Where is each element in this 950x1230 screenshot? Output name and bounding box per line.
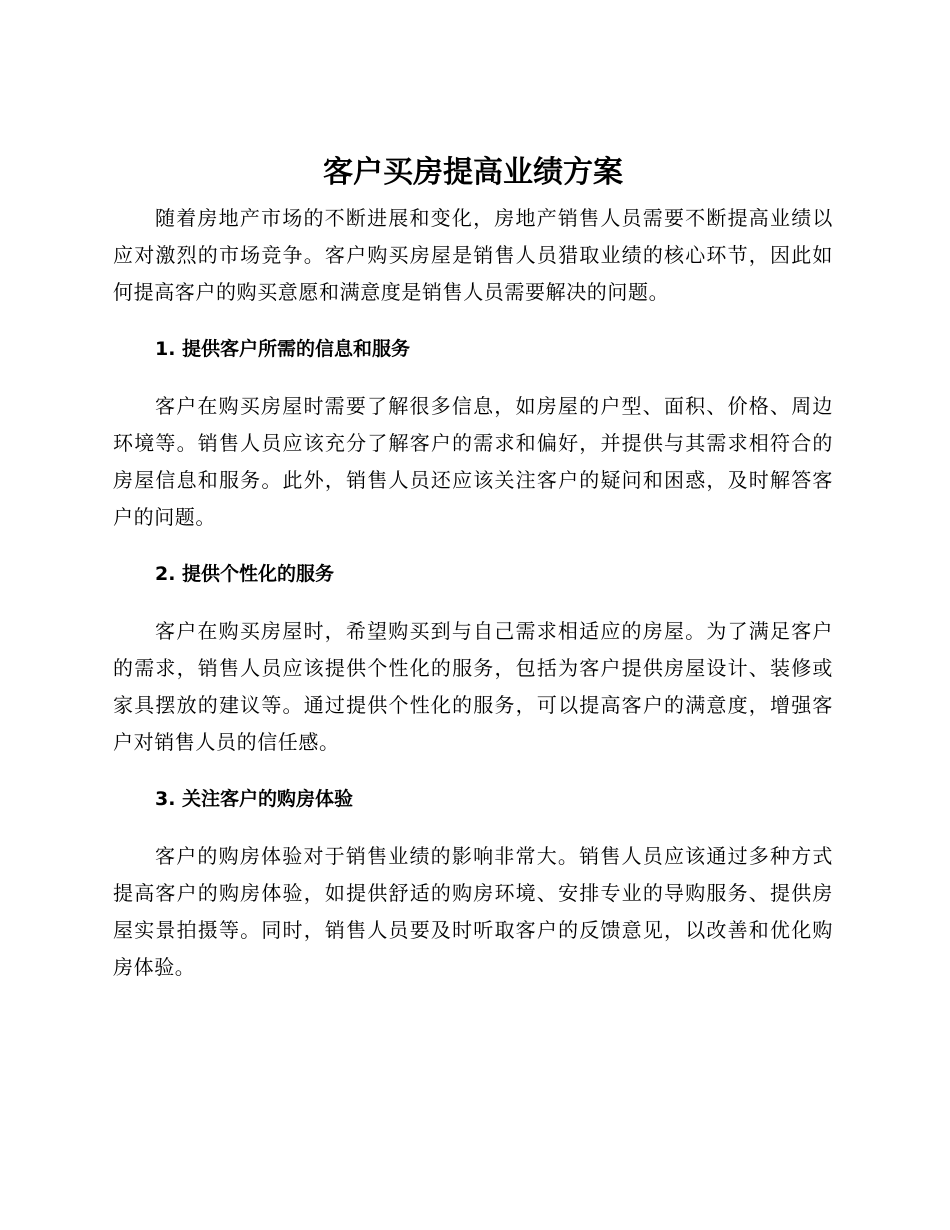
spacer <box>113 593 833 613</box>
spacer <box>113 761 833 781</box>
spacer <box>113 311 833 331</box>
section-body-1: 客户在购买房屋时需要了解很多信息，如房屋的户型、面积、价格、周边环境等。销售人员应该充分了解客户的需求和偏好，并提供与其需求相符合的房屋信息和服务。此外，销售人员还应该关注客户的疑问和困惑，及时解答客户的问题。 <box>113 394 833 529</box>
spacer <box>113 818 833 838</box>
section-body-2: 客户在购买房屋时，希望购买到与自己需求相适应的房屋。为了满足客户的需求，销售人员应该提供个性化的服务，包括为客户提供房屋设计、装修或家具摆放的建议等。通过提供个性化的服务，可以提高客户的满意度，增强客户对销售人员的信任感。 <box>113 619 833 754</box>
intro-paragraph: 随着房地产市场的不断进展和变化，房地产销售人员需要不断提高业绩以应对激烈的市场竞争。客户购买房屋是销售人员猎取业绩的核心环节，因此如何提高客户的购买意愿和满意度是销售人员需要解决的问题。 <box>113 206 833 304</box>
section-heading-3: 3. 关注客户的购房体验 <box>155 788 354 810</box>
section-heading-1: 1. 提供客户所需的信息和服务 <box>155 338 411 360</box>
section-heading-2: 2. 提供个性化的服务 <box>155 563 335 585</box>
document-page <box>113 146 833 986</box>
section-body-3: 客户的购房体验对于销售业绩的影响非常大。销售人员应该通过多种方式提高客户的购房体验，如提供舒适的购房环境、安排专业的导购服务、提供房屋实景拍摄等。同时，销售人员要及时听取客户的反馈意见，以改善和优化购房体验。 <box>113 844 833 979</box>
spacer <box>113 368 833 388</box>
document-title: 客户买房提高业绩方案 <box>323 155 623 190</box>
spacer <box>113 536 833 556</box>
